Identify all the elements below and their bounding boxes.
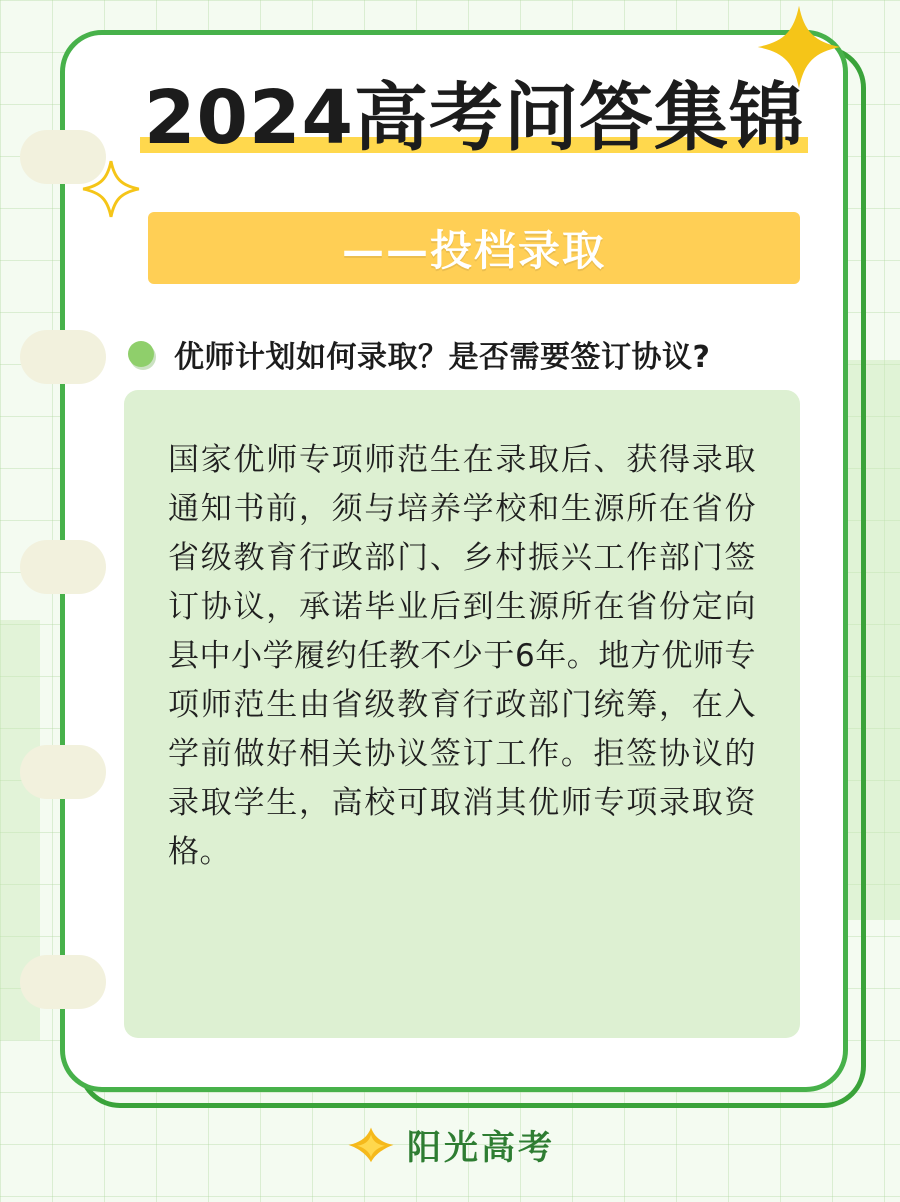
subtitle-banner [148,212,800,284]
sparkle-icon [82,160,140,218]
sun-rays-icon [345,1122,397,1166]
page-title-text: 2024高考问答集锦 [144,75,804,161]
binder-tab-4 [20,745,106,799]
footer [0,1104,900,1184]
answer-panel [124,390,800,1038]
brand-logo-text: 阳光高考 [407,1127,555,1168]
page-title [120,75,810,161]
binder-tab-5 [20,955,106,1009]
bullet-dot-icon [128,341,154,367]
answer-text: 国家优师专项师范生在录取后、获得录取通知书前，须与培养学校和生源所在省份省级教育行政部门、乡村振兴工作部门签订协议，承诺毕业后到生源所在省份定向县中小学履约任教不少于6年。地方优师专项师范生由省级教育行政部门统筹，在入学前做好相关协议签订工作。拒签协议的录取学生，高校可取消其优师专项录取资格。 [168,442,756,870]
brand-logo [345,1120,555,1169]
question-text: 优师计划如何录取？是否需要签订协议? [174,340,711,375]
subtitle-text: ——投档录取 [341,226,606,275]
binder-tab-2 [20,330,106,384]
question-row [128,332,808,376]
binder-tab-3 [20,540,106,594]
